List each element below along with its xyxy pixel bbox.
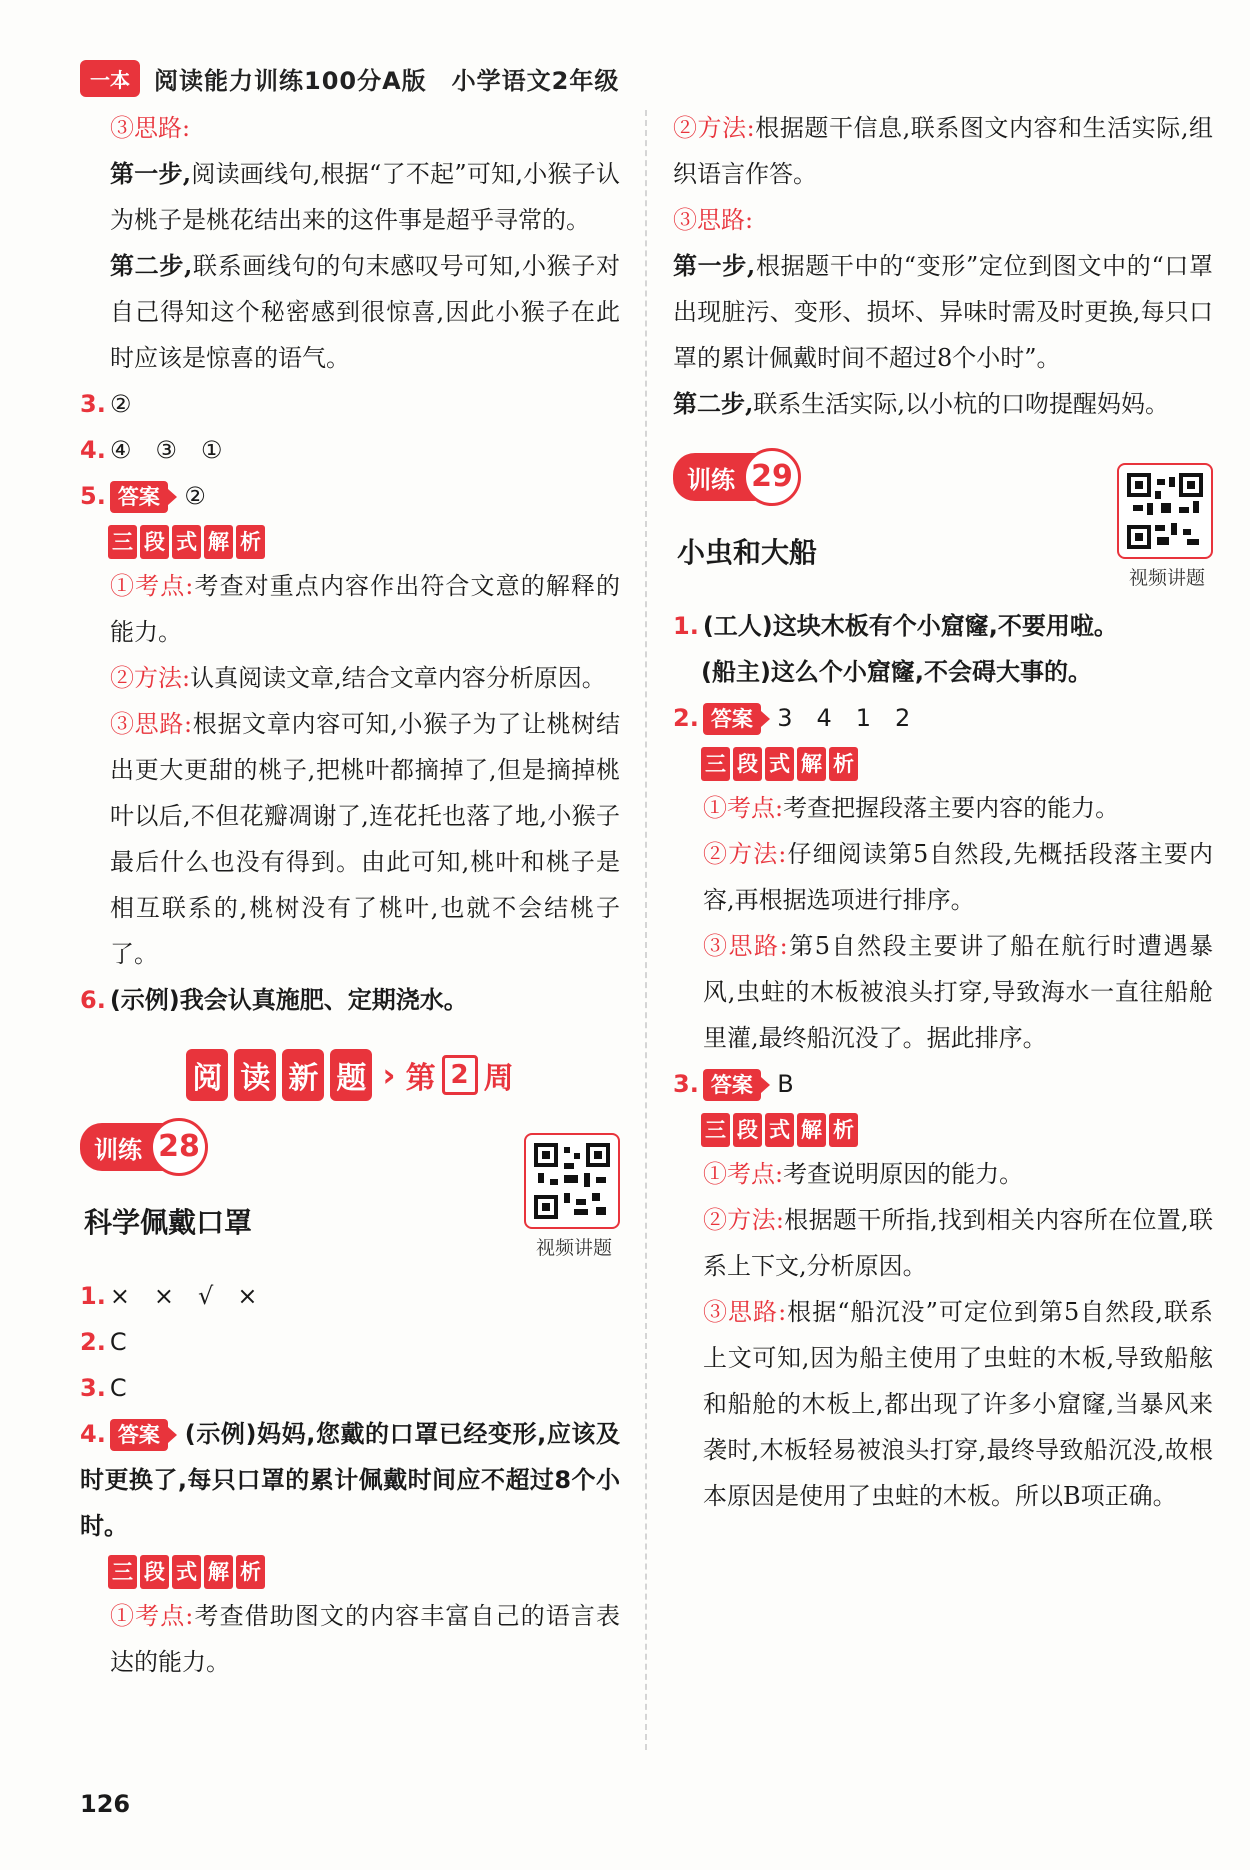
analysis-text: 根据“船沉没”可定位到第5自然段,联系上文可知,因为船主使用了虫蛀的木板,导致船舷和船舱的木板上,都出现了许多小窟窿,当暴风来袭时,木板轻易被浪头打穿,最终导致船沉没,故根本原因是使用了虫蛀的木板。所以B项正确。 (703, 1298, 1213, 1510)
analysis-method (673, 831, 1213, 923)
qr-label: 视频讲题 (1128, 567, 1205, 589)
analysis-text: 根据题干信息,联系图文内容和生活实际,组织语言作答。 (673, 114, 1213, 188)
step-head: 第二步, (110, 251, 193, 280)
answer-29-1 (673, 603, 1213, 649)
badge-char: 解 (797, 1113, 826, 1147)
analysis-text: 考查把握段落主要内容的能力。 (783, 794, 1120, 822)
step-text: 根据题干中的“变形”定位到图文中的“口罩出现脏污、变形、损坏、异味时需及时更换,每只口罩的累计佩戴时间不超过8个小时”。 (673, 252, 1213, 372)
badge-char: 三 (701, 747, 730, 781)
week-label: 第 (405, 1061, 436, 1096)
banner-char: 新 (282, 1049, 324, 1101)
question-number: 3. (80, 390, 106, 418)
analysis-thinking (673, 1289, 1213, 1519)
badge-char: 析 (236, 1555, 265, 1589)
thinking-paragraph (80, 105, 620, 151)
training-number: 29 (743, 448, 801, 506)
step-text: 阅读画线句,根据“了不起”可知,小猴子认为桃子是桃花结出来的这件事是超乎寻常的。 (110, 160, 621, 234)
badge-char: 三 (701, 1113, 730, 1147)
analysis-thinking (673, 923, 1213, 1061)
question-number: 4. (80, 1420, 106, 1448)
analysis-badge (701, 747, 1213, 781)
qr-code-icon[interactable] (524, 1133, 620, 1229)
label-thinking: ③思路: (703, 1298, 787, 1326)
answer-4 (80, 427, 620, 473)
answer-29-2 (673, 695, 1213, 741)
badge-char: 解 (204, 1555, 233, 1589)
label-method: ②方法: (703, 840, 787, 868)
badge-char: 析 (829, 747, 858, 781)
training-label: 训练 (94, 1135, 142, 1164)
step-text: 联系画线句的句末感叹号可知,小猴子对自己得知这个秘密感到很惊喜,因此小猴子在此时应该是惊喜的语气。 (110, 252, 620, 372)
answer-text: (示例)妈妈,您戴的口罩已经变形,应该及时更换了,每只口罩的累计佩戴时间应不超过8个小时。 (80, 1420, 620, 1540)
week-label: 周 (483, 1061, 514, 1096)
answer-29-3 (673, 1061, 1213, 1107)
analysis-text: 根据题干所指,找到相关内容所在位置,联系上下文,分析原因。 (703, 1206, 1213, 1280)
badge-char: 式 (765, 747, 794, 781)
training-badge (80, 1123, 198, 1171)
answer-text: B (777, 1070, 794, 1098)
training-badge (673, 453, 791, 501)
training-number: 28 (150, 1118, 208, 1176)
section-header-28 (80, 1123, 620, 1273)
answer-tag: 答案 (110, 481, 168, 513)
question-number: 3. (673, 1070, 699, 1098)
analysis-text: 考查对重点内容作出符合文意的解释的能力。 (110, 572, 620, 646)
answer-text: (船主)这么个小窟窿,不会碍大事的。 (701, 658, 1093, 686)
label-method: ②方法: (110, 664, 191, 692)
label-method: ②方法: (673, 114, 755, 142)
question-number: 2. (673, 704, 699, 732)
answer-6 (80, 977, 620, 1023)
label-thinking: ③思路: (673, 206, 754, 234)
label-thinking: ③思路: (110, 710, 193, 738)
label-point: ①考点: (110, 572, 194, 600)
section-title: 小虫和大船 (677, 536, 818, 569)
badge-char: 式 (172, 525, 201, 559)
label-method: ②方法: (703, 1206, 784, 1234)
step-one (673, 243, 1213, 381)
answer-28-1 (80, 1273, 620, 1319)
badge-char: 析 (236, 525, 265, 559)
answer-text: ② (184, 482, 206, 510)
analysis-thinking (673, 197, 1213, 243)
answer-28-4 (80, 1411, 620, 1549)
week-number: 2 (442, 1055, 478, 1095)
analysis-text: 仔细阅读第5自然段,先概括段落主要内容,再根据选项进行排序。 (703, 840, 1213, 914)
book-title: 阅读能力训练100分A版 小学语文2年级 (154, 66, 620, 95)
training-label: 训练 (687, 465, 735, 494)
question-number: 5. (80, 482, 106, 510)
analysis-method (80, 655, 620, 701)
answer-tag: 答案 (703, 703, 761, 735)
column-divider (645, 110, 647, 1750)
badge-char: 解 (204, 525, 233, 559)
badge-char: 段 (140, 525, 169, 559)
answer-tag: 答案 (110, 1419, 168, 1451)
question-number: 4. (80, 436, 106, 464)
question-number: 1. (673, 612, 699, 640)
answer-text: C (109, 1374, 127, 1402)
left-column (80, 105, 620, 1685)
badge-char: 解 (797, 747, 826, 781)
section-header-29 (673, 453, 1213, 603)
page-header (80, 58, 619, 98)
badge-char: 三 (108, 525, 137, 559)
step-two (80, 243, 620, 381)
question-number: 3. (80, 1374, 106, 1402)
chevron-right-icon: › (382, 1056, 396, 1094)
analysis-text: 考查说明原因的能力。 (783, 1160, 1024, 1188)
badge-char: 三 (108, 1555, 137, 1589)
analysis-point (673, 785, 1213, 831)
label-point: ①考点: (703, 1160, 784, 1188)
answer-29-1-b (673, 649, 1213, 695)
analysis-point (80, 563, 620, 655)
step-head: 第一步, (110, 159, 192, 188)
badge-char: 式 (765, 1113, 794, 1147)
analysis-badge (701, 1113, 1213, 1147)
label-point: ①考点: (110, 1602, 194, 1630)
label-point: ①考点: (703, 794, 784, 822)
analysis-text: 根据文章内容可知,小猴子为了让桃树结出更大更甜的桃子,把桃叶都摘掉了,但是摘掉桃叶以后,不但花瓣凋谢了,连花托也落了地,小猴子最后什么也没有得到。由此可知,桃叶和桃子是相互联系的,桃树没有了桃叶,也就不会结桃子了。 (110, 710, 620, 968)
label-thinking: ③思路: (110, 114, 191, 142)
badge-char: 段 (733, 747, 762, 781)
answer-5 (80, 473, 620, 519)
banner-char: 题 (330, 1049, 372, 1101)
week-banner (80, 1049, 620, 1101)
analysis-badge (108, 1555, 620, 1589)
step-two (673, 381, 1213, 427)
analysis-method (673, 1197, 1213, 1289)
answer-text: (工人)这块木板有个小窟窿,不要用啦。 (702, 612, 1118, 640)
answer-28-3 (80, 1365, 620, 1411)
analysis-point (673, 1151, 1213, 1197)
answer-text: ② (109, 390, 132, 418)
answer-text: ④ ③ ① (109, 436, 223, 464)
analysis-thinking (80, 701, 620, 977)
answer-text: 3 4 1 2 (777, 704, 911, 732)
answer-text: C (109, 1328, 127, 1356)
analysis-text: 第5自然段主要讲了船在航行时遭遇暴风,虫蛀的木板被浪头打穿,导致海水一直往船舱里灌,最终船沉没了。据此排序。 (703, 932, 1213, 1052)
answer-3 (80, 381, 620, 427)
qr-code-icon[interactable] (1117, 463, 1213, 559)
analysis-text: 考查借助图文的内容丰富自己的语言表达的能力。 (110, 1602, 620, 1676)
banner-char: 读 (234, 1049, 276, 1101)
badge-char: 式 (172, 1555, 201, 1589)
answer-tag: 答案 (703, 1069, 761, 1101)
brand-logo: 一本 (80, 60, 140, 97)
answer-text: (示例)我会认真施肥、定期浇水。 (109, 986, 468, 1014)
step-text: 联系生活实际,以小杭的口吻提醒妈妈。 (753, 390, 1169, 418)
badge-char: 段 (140, 1555, 169, 1589)
analysis-badge (108, 525, 620, 559)
right-column (673, 105, 1213, 1519)
answer-text: × × √ × (109, 1282, 258, 1310)
badge-char: 段 (733, 1113, 762, 1147)
step-head: 第二步, (673, 389, 754, 418)
label-thinking: ③思路: (703, 932, 788, 960)
banner-char: 阅 (186, 1049, 228, 1101)
analysis-text: 认真阅读文章,结合文章内容分析原因。 (190, 664, 606, 692)
badge-char: 析 (829, 1113, 858, 1147)
page-number: 126 (80, 1790, 131, 1818)
analysis-method (673, 105, 1213, 197)
question-number: 6. (80, 986, 106, 1014)
section-title: 科学佩戴口罩 (84, 1206, 253, 1239)
answer-28-2 (80, 1319, 620, 1365)
question-number: 1. (80, 1282, 106, 1310)
step-one (80, 151, 620, 243)
question-number: 2. (80, 1328, 106, 1356)
qr-label: 视频讲题 (535, 1237, 612, 1259)
step-head: 第一步, (673, 251, 756, 280)
analysis-point (80, 1593, 620, 1685)
